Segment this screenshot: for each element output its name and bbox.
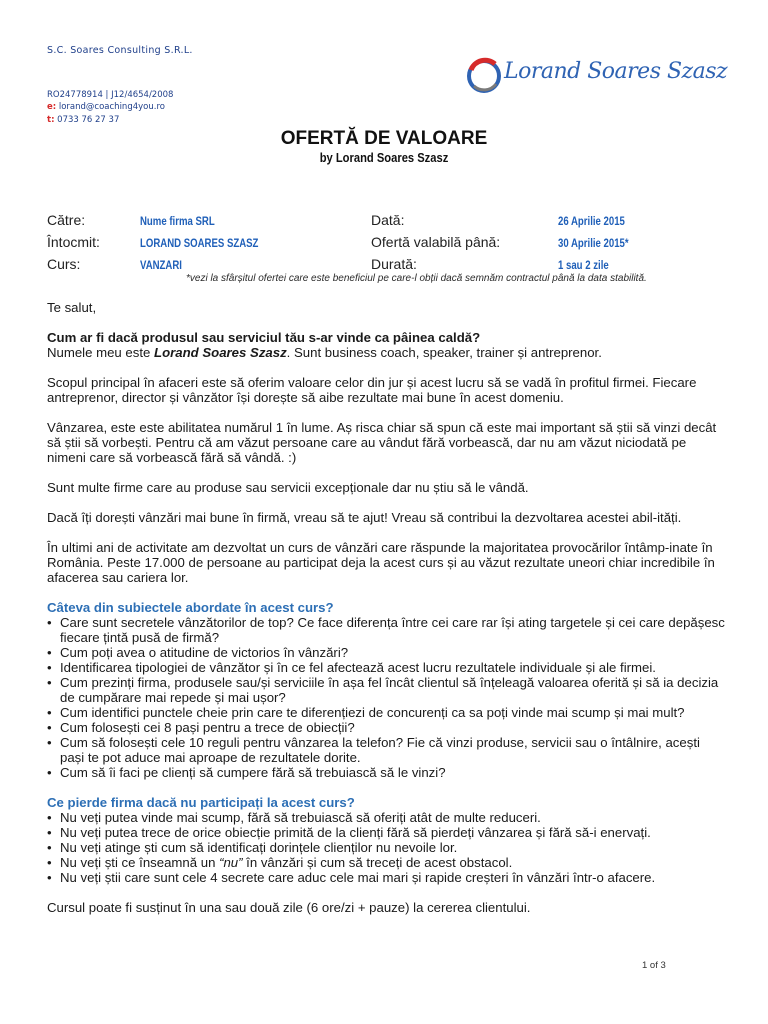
closing-paragraph: Cursul poate fi susținut în una sau două zile (6 ore/zi + pauze) la cererea clientului. <box>47 900 531 915</box>
company-name: S.C. Soares Consulting S.R.L. <box>47 45 193 56</box>
document-title: OFERTĂ DE VALOARE <box>280 128 488 149</box>
email-link[interactable]: lorand@coaching4you.ro <box>58 102 165 113</box>
list-item: • Identificarea tipologiei de vânzător și în ce fel afectează acest lucru rezultatele individuale și ale firmei. <box>47 660 727 675</box>
registration-number: RO24778914 | J12/4654/2008 <box>47 90 174 100</box>
section-heading: Câteva din subiectele abordate în acest curs? <box>47 600 334 615</box>
list-item: • Nu veți ști ce înseamnă un “nu” în vânzări și cum să treceți de acest obstacol. <box>47 855 727 870</box>
section-heading: Ce pierde firma dacă nu participați la acest curs? <box>47 795 355 810</box>
phone-number: 0733 76 27 37 <box>57 114 120 125</box>
list-item: • Cum să îi faci pe clienți să cumpere fără să trebuiască să le vinzi? <box>47 765 727 780</box>
intocmit-value: LORAND SOARES SZASZ <box>140 236 259 250</box>
intocmit-label: Întocmit: <box>47 234 100 250</box>
curs-label: Curs: <box>47 256 81 272</box>
durata-label: Durată: <box>371 256 417 272</box>
paragraph: Sunt multe firme care au produse sau servicii excepționale dar nu știu să le vândă. <box>47 480 529 495</box>
page-number: 1 of 3 <box>642 960 666 971</box>
intro-paragraph: Cum ar fi dacă produsul sau serviciul tău s-ar vinde ca pâinea caldă? Numele meu este Lorand Soares Szasz. Sunt business coach, speaker, trainer și antreprenor. <box>47 330 602 360</box>
valabil-value: 30 Aprilie 2015* <box>558 236 629 250</box>
logo-text: Lorand Soares Szasz <box>504 59 728 84</box>
catre-label: Către: <box>47 212 86 228</box>
phone-line: t: 0733 76 27 37 <box>47 114 120 125</box>
data-label: Dată: <box>371 212 405 228</box>
letter-body <box>47 300 727 930</box>
question-heading: Cum ar fi dacă produsul sau serviciul tău s-ar vinde ca pâinea caldă? <box>47 330 481 345</box>
list-item: • Cum poți avea o atitudine de victorios în vânzări? <box>47 645 727 660</box>
paragraph: Dacă îți dorești vânzări mai bune în firmă, vreau să te ajut! Vreau să contribui la dezvoltarea acestei abil-ități. <box>47 510 682 525</box>
list-item: • Care sunt secretele vânzătorilor de top? Ce face diferența între cei care rar își ating targetele și cei care depășesc fiecare țintă pusă de firmă? <box>47 615 727 645</box>
author-name: Lorand Soares Szasz <box>154 345 287 360</box>
paragraph: Vânzarea, este este abilitatea numărul 1 în lume. Aș risca chiar să spun că este mai important să știi să vinzi decât să știi să vorbești. Pentru că am văzut persoane care au vândut fără vorbească, dar nu am văzut niciodată pe nimeni care să vorbească fără să vândă. :) <box>47 420 717 465</box>
paragraph: În ultimi ani de activitate am dezvoltat un curs de vânzări care răspunde la majoritatea provocărilor întâmp-inate în România. Peste 17.000 de persoane au participat deja la acest curs și au văzut rezultate uneori chiar incredibile în afacerea sau cariera lor. <box>47 540 715 585</box>
list-item: • Nu veți atinge ști cum să identificați dorințele clienților nu nevoile lor. <box>47 840 727 855</box>
list-item: • Nu veți știi care sunt cele 4 secrete care aduc cele mai mari și rapide creșteri în vânzări într-o afacere. <box>47 870 727 885</box>
catre-value: Nume firma SRL <box>140 214 215 228</box>
data-value: 26 Aprilie 2015 <box>558 214 625 228</box>
list-item: • Cum să folosești cele 10 reguli pentru vânzarea la telefon? Fie că vinzi produse, servicii sau o întâlnire, acești pași te pot aduce mai aproape de rezultatele dorite. <box>47 735 727 765</box>
curs-value: VANZARI <box>140 258 182 272</box>
contact-block <box>47 89 173 126</box>
list-item: • Cum prezinți firma, produsele sau/și serviciile în așa fel încât clientul să înțeleagă valoarea oferită și să ia decizia de cumpărare mai repede și mai ușor? <box>47 675 727 705</box>
footnote: *vezi la sfârșitul ofertei care este beneficiul pe care-l obții dacă semnăm contractul până la data stabilită. <box>186 273 647 284</box>
list-item: • Cum identifici punctele cheie prin care te diferențiezi de concurenți ca sa poți vinde mai scump și mai mult? <box>47 705 727 720</box>
losses-list <box>47 810 727 885</box>
topics-list <box>47 615 727 780</box>
durata-value: 1 sau 2 zile <box>558 258 609 272</box>
document-subtitle: by Lorand Soares Szasz <box>319 150 449 165</box>
greeting: Te salut, <box>47 300 97 315</box>
list-item: • Nu veți putea trece de orice obiecție primită de la clienți fără să pierdeți vânzarea și fără să-i enervați. <box>47 825 727 840</box>
email-line: e: lorand@coaching4you.ro <box>47 102 165 113</box>
list-item: • Nu veți putea vinde mai scump, fără să trebuiască să oferiți atât de multe reduceri. <box>47 810 727 825</box>
valabil-label: Ofertă valabilă până: <box>371 234 501 250</box>
list-item: • Cum folosești cei 8 pași pentru a trece de obiecții? <box>47 720 727 735</box>
paragraph: Scopul principal în afaceri este să oferim valoare celor din jur și acest lucru să se vadă în profitul firmei. Fiecare antreprenor, director și vânzător își dorește să aibe rezultate mai bune în acest domeniu. <box>47 375 697 405</box>
